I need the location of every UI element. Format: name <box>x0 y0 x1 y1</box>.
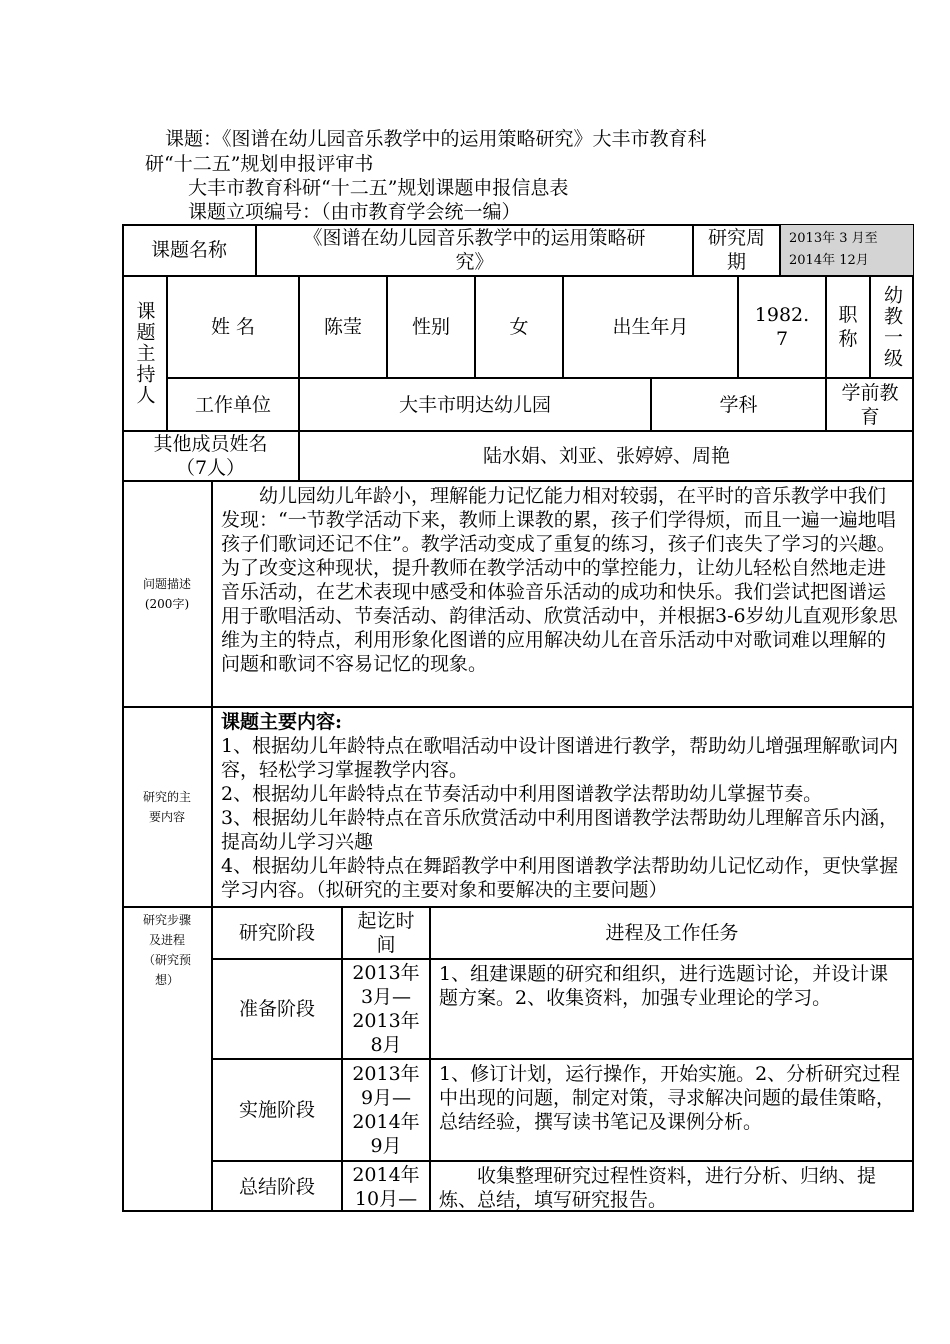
col-time-line-1: 起讫时 <box>357 910 415 932</box>
topic-value-line-2: 究》 <box>455 251 494 273</box>
topic-value-line-1: 《图谱在幼儿园音乐教学中的运用策略研 <box>303 227 646 249</box>
steps-label-line-4: 想） <box>154 973 179 987</box>
stage-time-line: 2014年 <box>352 1111 420 1133</box>
stage-time-line: 2013年 <box>352 1063 420 1085</box>
birth-value-line-2: 7 <box>775 328 789 350</box>
steps-label <box>122 907 212 1212</box>
stage-time <box>342 1059 430 1161</box>
content-item-4: 4、根据幼儿年龄特点在舞蹈教学中利用图谱教学法帮助幼儿记忆动作，更快掌握学习内容。（拟研究的主要对象和要解决的主要问题） <box>221 855 899 901</box>
title-value: 幼教一级 <box>881 285 903 369</box>
title-label <box>826 276 870 378</box>
period-from: 2013年 3 月至 <box>789 231 878 246</box>
stage-time-line: 3月— <box>360 986 412 1008</box>
subject-value <box>826 378 914 431</box>
members-value: 陆水娟、刘亚、张婷婷、周艳 <box>299 431 914 481</box>
host-label: 课题主持人 <box>133 301 156 406</box>
content-item-3: 3、根据幼儿年龄特点在音乐欣赏活动中利用图谱教学法帮助幼儿理解音乐内涵，提高幼儿学习兴趣 <box>221 807 899 853</box>
stage-time-line: 10月— <box>354 1187 418 1210</box>
form-title: 大丰市教育科研“十二五”规划课题申报信息表 <box>188 177 569 199</box>
gender-value: 女 <box>475 276 563 378</box>
content-title: 课题主要内容: <box>221 711 343 733</box>
period-label-line-1: 研究周 <box>707 227 765 249</box>
subject-value-line-1: 学前教 <box>841 381 899 404</box>
stage-time <box>342 1161 430 1212</box>
name-value: 陈莹 <box>299 276 387 378</box>
members-label <box>122 431 299 481</box>
col-stage-header: 研究阶段 <box>212 907 342 959</box>
problem-label-line-2: (200字) <box>144 597 190 611</box>
name-label: 姓 名 <box>167 276 299 378</box>
content-label-line-1: 研究的主 <box>142 790 191 804</box>
title-value-cell <box>870 276 914 378</box>
content-body <box>212 707 914 907</box>
members-label-line-1: 其他成员姓名 <box>153 433 268 455</box>
stage-name: 实施阶段 <box>212 1059 342 1161</box>
steps-label-line-2: 及进程 <box>148 933 185 947</box>
topic-value <box>256 224 693 276</box>
stage-task: 1、组建课题的研究和组织，进行选题讨论，并设计课题方案。2、收集资料，加强专业理论的学习。 <box>430 959 914 1059</box>
col-time-header <box>342 907 430 959</box>
content-label <box>122 707 212 907</box>
problem-text: 幼儿园幼儿年龄小，理解能力记忆能力相对较弱，在平时的音乐教学中我们发现：“一节教学活动下来，教师上课教的累，孩子们学得烦，而且一遍一遍地唱孩子们歌词还记不住”。教学活动变成了重复的练习，孩子们丧失了学习的兴趣。为了改变这种现状，提升教师在教学活动中的掌控能力，让幼儿轻松自然地走进音乐活动，在艺术表现中感受和体验音乐活动的成功和快乐。我们尝试把图谱运用于歌唱活动、节奏活动、韵律活动、欣赏活动中，并根据3-6岁幼儿直观形象思维为主的特点，利用形象化图谱的应用解决幼儿在音乐活动中对歌词难以理解的问题和歌词不容易记忆的现象。 <box>212 481 914 707</box>
stage-task: 收集整理研究过程性资料，进行分析、归纳、提炼、总结，填写研究报告。 <box>430 1161 914 1212</box>
content-item-2: 2、根据幼儿年龄特点在节奏活动中利用图谱教学法帮助幼儿掌握节奏。 <box>221 783 823 805</box>
stage-task: 1、修订计划，运行操作，开始实施。2、分析研究过程中出现的问题，制定对策，寻求解决问题的最佳策略，总结经验，撰写读书笔记及课例分析。 <box>430 1059 914 1161</box>
stage-time <box>342 959 430 1059</box>
stage-time-line: 2013年 <box>352 962 420 984</box>
stage-time-line: 9月 <box>370 1135 402 1157</box>
birth-value-line-1: 1982. <box>754 304 810 326</box>
stage-time-line: 2014年 <box>352 1163 420 1186</box>
problem-label-line-1: 问题描述 <box>142 577 191 591</box>
content-item-1: 1、根据幼儿年龄特点在歌唱活动中设计图谱进行教学，帮助幼儿增强理解歌词内容，轻松学习掌握教学内容。 <box>221 735 899 781</box>
stage-name: 准备阶段 <box>212 959 342 1059</box>
stage-time-line: 8月 <box>370 1034 402 1056</box>
problem-label <box>122 481 212 707</box>
gender-label: 性别 <box>387 276 475 378</box>
period-value <box>780 224 914 276</box>
steps-label-line-1: 研究步骤 <box>142 913 191 927</box>
doc-title-line-1: 课题：《图谱在幼儿园音乐教学中的运用策略研究》大丰市教育科 <box>165 128 707 150</box>
content-label-line-2: 要内容 <box>148 810 185 824</box>
host-label-cell <box>122 276 167 431</box>
title-label-line-1: 职 <box>838 304 858 326</box>
project-number: 课题立项编号：（由市教育学会统一编） <box>188 201 521 223</box>
period-label <box>693 224 780 276</box>
period-to: 2014年 12月 <box>789 253 869 268</box>
unit-label: 工作单位 <box>167 378 299 431</box>
title-label-line-2: 称 <box>838 328 858 350</box>
col-tasks-header: 进程及工作任务 <box>430 907 914 959</box>
stage-name: 总结阶段 <box>212 1161 342 1212</box>
stage-time-line: 9月— <box>360 1087 412 1109</box>
topic-label: 课题名称 <box>122 224 256 276</box>
period-label-line-2: 期 <box>726 251 746 273</box>
birth-value <box>738 276 826 378</box>
birth-label: 出生年月 <box>563 276 738 378</box>
unit-value: 大丰市明达幼儿园 <box>299 378 651 431</box>
doc-title-line-2: 研“十二五”规划申报评审书 <box>145 153 374 175</box>
steps-label-line-3: （研究预 <box>142 953 191 967</box>
subject-label: 学科 <box>651 378 826 431</box>
subject-value-line-2: 育 <box>860 405 880 428</box>
col-time-line-2: 间 <box>376 934 396 956</box>
stage-time-line: 2013年 <box>352 1010 420 1032</box>
members-label-line-2: （7人） <box>175 457 246 479</box>
